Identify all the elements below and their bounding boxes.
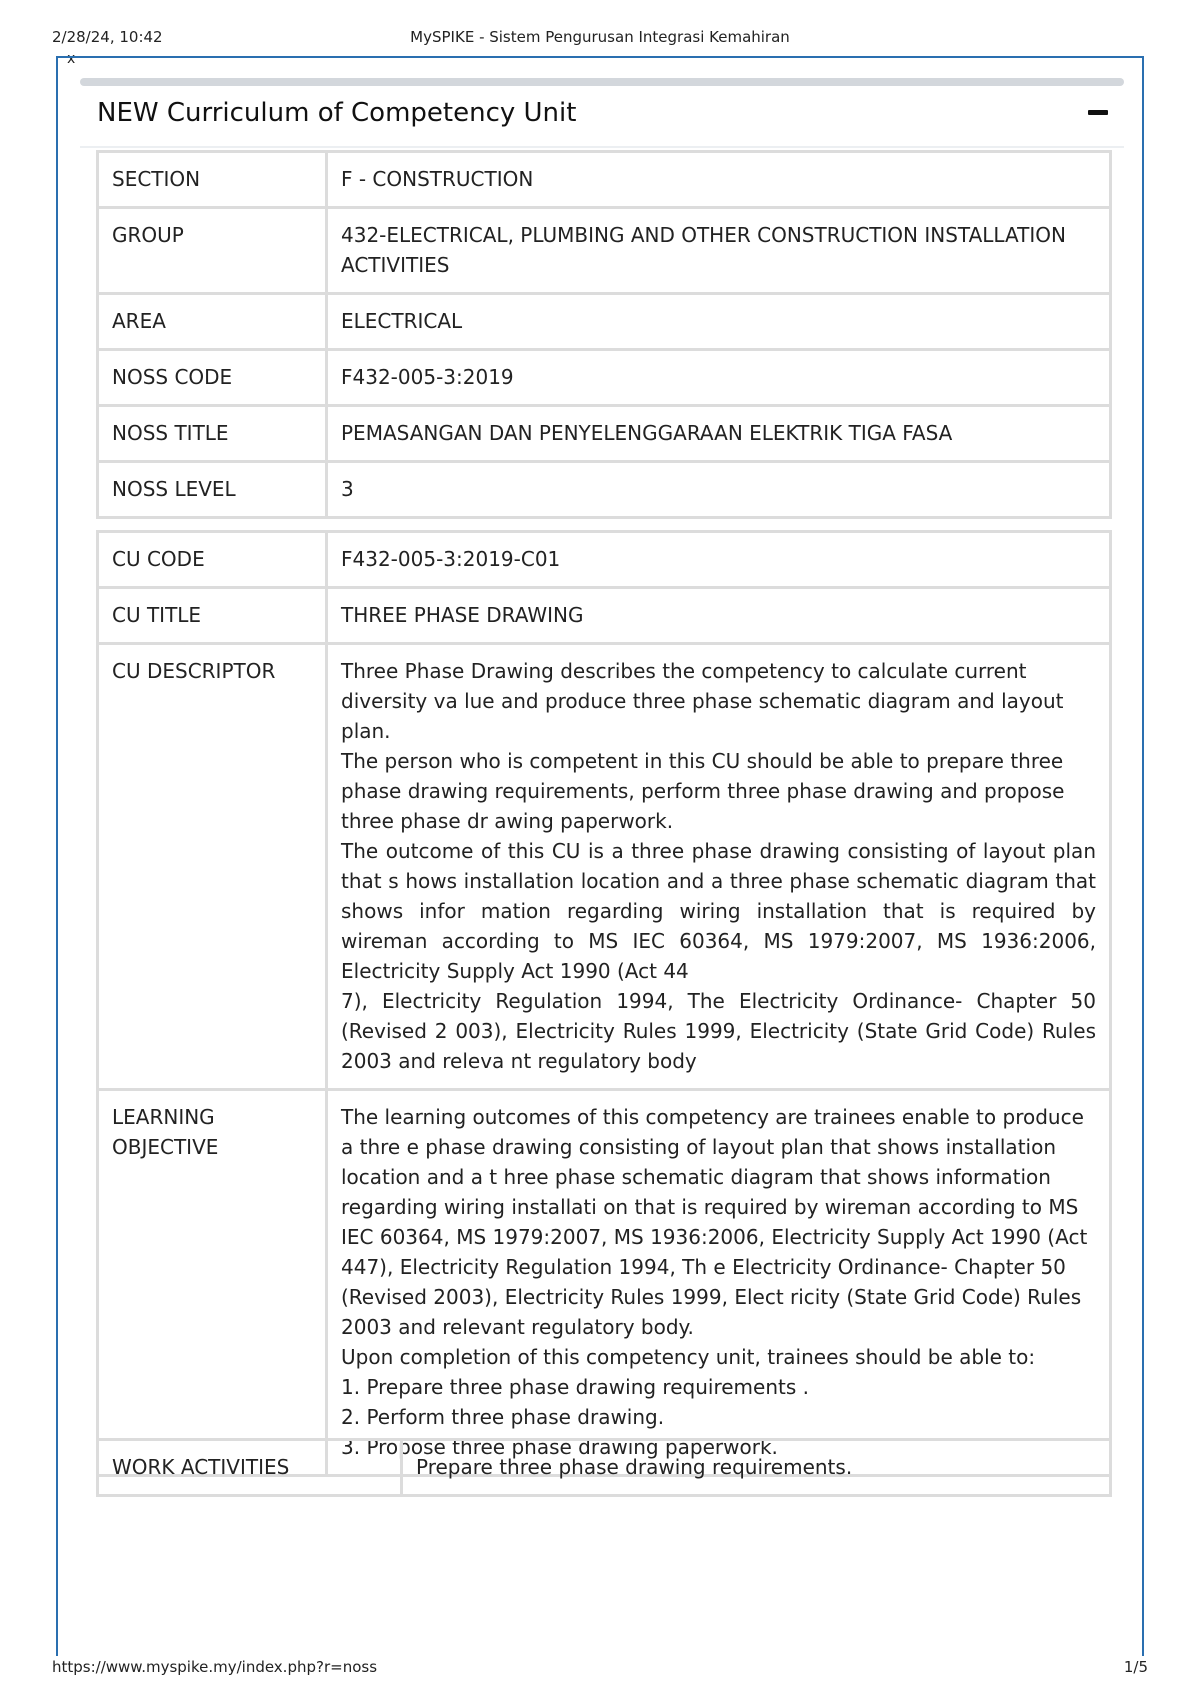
page-number: 1/5 — [1123, 1658, 1148, 1676]
objective-intro: Upon completion of this competency unit, trainees should be able to: — [341, 1345, 1036, 1369]
learning-objective-value — [327, 1090, 1111, 1476]
cu-descriptor-value — [327, 644, 1111, 1090]
table-row — [98, 588, 1111, 644]
descriptor-paragraph: 7), Electricity Regulation 1994, The Electricity Ordinance- Chapter 50 (Revised 2 003), Electricity Rules 1999, Electricity (State Grid Code) Rules 2003 and releva nt regulatory body — [341, 989, 1096, 1073]
row-value: F - CONSTRUCTION — [327, 152, 1111, 208]
objective-paragraph: The learning outcomes of this competency are trainees enable to produce a thre e phase drawing consisting of layout plan that shows installation location and a t hree phase schematic diagram that shows information regarding wiring installati on that is required by wireman according to MS IEC 60364, MS 1979:2007, MS 1936:2006, Electricity Supply Act 1990 (Act 447), Electricity Regulation 1994, Th e Electricity Ordinance- Chapter 50 (Revised 2003), Electricity Rules 1999, Elect ricity (State Grid Code) Rules 2003 and relevant regulatory body. — [341, 1105, 1088, 1339]
table-row — [98, 208, 1111, 294]
descriptor-paragraph: The person who is competent in this CU should be able to prepare three phase drawing requirements, perform three phase drawing and propose three phase dr awing paperwork. — [341, 749, 1065, 833]
cu-descriptor-label: CU DESCRIPTOR — [98, 644, 327, 1090]
list-item: 2. Perform three phase drawing. — [341, 1405, 665, 1429]
print-header — [52, 28, 1148, 48]
noss-info-table — [96, 150, 1112, 519]
table-row — [98, 462, 1111, 518]
cu-code-value: F432-005-3:2019-C01 — [327, 532, 1111, 588]
descriptor-paragraph: Three Phase Drawing describes the competency to calculate current diversity va lue and produce three phase schematic diagram and layout plan. — [341, 659, 1064, 743]
row-value: F432-005-3:2019 — [327, 350, 1111, 406]
panel-title: NEW Curriculum of Competency Unit — [97, 98, 577, 128]
table-row — [98, 532, 1111, 588]
print-url: https://www.myspike.my/index.php?r=noss — [52, 1658, 378, 1676]
table-row — [98, 644, 1111, 1090]
table-row — [98, 294, 1111, 350]
row-label: GROUP — [98, 208, 327, 294]
panel-top-bar — [80, 78, 1124, 86]
work-activities-value: Prepare three phase drawing requirements. — [402, 1440, 1111, 1496]
row-label: SECTION — [98, 152, 327, 208]
panel-header — [80, 86, 1124, 148]
close-button[interactable]: x — [67, 51, 76, 67]
row-value: PEMASANGAN DAN PENYELENGGARAAN ELEKTRIK TIGA FASA — [327, 406, 1111, 462]
row-label: NOSS LEVEL — [98, 462, 327, 518]
cu-code-label: CU CODE — [98, 532, 327, 588]
cu-table — [96, 530, 1112, 1477]
print-datetime: 2/28/24, 10:42 — [52, 28, 163, 46]
row-label: NOSS TITLE — [98, 406, 327, 462]
row-label: NOSS CODE — [98, 350, 327, 406]
learning-objective-label: LEARNING OBJECTIVE — [98, 1090, 327, 1476]
collapse-minus-icon[interactable] — [1088, 110, 1108, 115]
table-row — [98, 1440, 1111, 1496]
row-value: 3 — [327, 462, 1111, 518]
cu-title-label: CU TITLE — [98, 588, 327, 644]
table-row — [98, 1090, 1111, 1476]
descriptor-paragraph: The outcome of this CU is a three phase drawing consisting of layout plan that s hows installation location and a three phase schematic diagram that shows infor mation regarding wiring installation that is required by wireman according to MS IEC 60364, MS 1979:2007, MS 1936:2006, Electricity Supply Act 1990 (Act 44 — [341, 839, 1096, 983]
work-activities-table — [96, 1438, 1112, 1497]
list-item: 1. Prepare three phase drawing requirements . — [341, 1375, 809, 1399]
row-value: ELECTRICAL — [327, 294, 1111, 350]
row-label: AREA — [98, 294, 327, 350]
cu-title-value: THREE PHASE DRAWING — [327, 588, 1111, 644]
table-row — [98, 350, 1111, 406]
work-activities-label: WORK ACTIVITIES — [98, 1440, 402, 1496]
table-row — [98, 406, 1111, 462]
row-value: 432-ELECTRICAL, PLUMBING AND OTHER CONSTRUCTION INSTALLATION ACTIVITIES — [327, 208, 1111, 294]
print-page-title: MySPIKE - Sistem Pengurusan Integrasi Kemahiran — [410, 28, 790, 46]
list-item: 3. Propose three phase drawing paperwork. — [341, 1435, 778, 1459]
table-row — [98, 152, 1111, 208]
